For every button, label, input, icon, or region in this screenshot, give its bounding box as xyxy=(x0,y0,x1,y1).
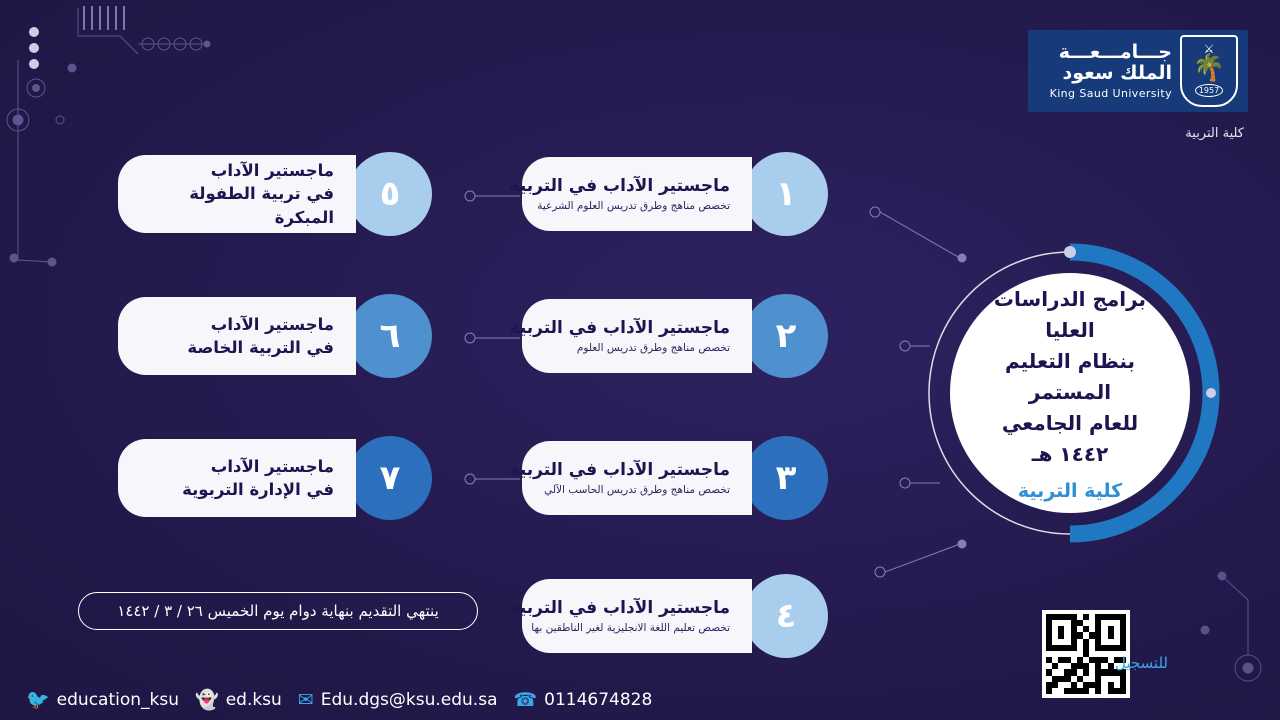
contact-snapchat-text: ed.ksu xyxy=(225,690,282,710)
email-icon: ✉ xyxy=(297,688,314,711)
twitter-icon: 🐦 xyxy=(26,688,50,711)
program-title-6-line1: ماجستير الآداب xyxy=(210,314,334,334)
program-title-5-line2: في تربية الطفولة المبكرة xyxy=(189,184,334,227)
program-number-1: ١ xyxy=(744,152,828,236)
hub-title-line3: للعام الجامعي ١٤٤٢ هـ xyxy=(1001,411,1139,466)
program-title-3: ماجستير الآداب في التربية xyxy=(509,459,730,480)
hub-title-line2: بنظام التعليم المستمر xyxy=(1004,349,1136,404)
deadline-text: ينتهي التقديم بنهاية دوام يوم الخميس ٢٦ / ٣ / ١٤٤٢ xyxy=(117,602,439,620)
program-number-4: ٤ xyxy=(744,574,828,658)
snapchat-icon: 👻 xyxy=(195,688,219,711)
program-label-5 xyxy=(118,155,356,233)
program-title-5-line1: ماجستير الآداب xyxy=(210,161,334,181)
hub-title-line1: برامج الدراسات العليا xyxy=(993,287,1147,342)
program-title-6-line2: في التربية الخاصة xyxy=(187,338,334,357)
program-item-1[interactable] xyxy=(509,152,828,236)
logo-text xyxy=(1036,42,1172,100)
program-item-2[interactable] xyxy=(509,294,828,378)
contact-snapchat[interactable] xyxy=(195,690,282,710)
center-hub xyxy=(920,243,1220,543)
program-title-7-line1: ماجستير الآداب xyxy=(210,456,334,476)
phone-icon: ☎ xyxy=(513,688,538,711)
palm-tree-icon: 🌴 xyxy=(1192,53,1226,83)
program-subtitle-2: تخصص مناهج وطرق تدريس العلوم xyxy=(576,342,730,355)
ksu-emblem xyxy=(1180,35,1238,107)
contact-email[interactable] xyxy=(298,690,498,710)
contact-phone[interactable] xyxy=(513,690,652,710)
contact-twitter[interactable] xyxy=(26,690,179,710)
program-subtitle-4: تخصص تعليم اللغة الانجليزية لغير الناطقين بها xyxy=(531,622,730,635)
hub-content xyxy=(950,273,1190,513)
contact-twitter-text: education_ksu xyxy=(56,690,180,710)
program-number-7: ٧ xyxy=(348,436,432,520)
logo-arabic-line1: جـــامـــعـــة xyxy=(1058,41,1172,64)
crossed-swords-icon: ⚔ xyxy=(1203,42,1215,56)
program-subtitle-3: تخصص مناهج وطرق تدريس الحاسب الآلي xyxy=(544,484,730,497)
program-label-6 xyxy=(118,297,356,375)
program-title-7-line2: في الإدارة التربوية xyxy=(182,480,334,499)
program-item-4[interactable] xyxy=(509,574,828,658)
contact-phone-text: 0114674828 xyxy=(544,690,653,710)
program-item-7[interactable] xyxy=(118,436,432,520)
program-item-5[interactable] xyxy=(118,152,432,236)
program-title-2: ماجستير الآداب في التربية xyxy=(509,317,730,338)
university-logo xyxy=(1028,30,1248,112)
logo-english: King Saud University xyxy=(1049,86,1172,100)
program-label-7 xyxy=(118,439,356,517)
registration-label: للتسجيل xyxy=(1114,654,1168,672)
program-number-6: ٦ xyxy=(348,294,432,378)
program-label-1 xyxy=(509,157,752,231)
contact-email-text: Edu.dgs@ksu.edu.sa xyxy=(320,690,498,710)
program-title-1: ماجستير الآداب في التربية xyxy=(509,175,730,196)
program-item-3[interactable] xyxy=(509,436,828,520)
emblem-year: 1957 xyxy=(1195,84,1223,97)
program-number-2: ٢ xyxy=(744,294,828,378)
college-label: كلية التربية xyxy=(1185,126,1244,141)
program-label-3 xyxy=(509,441,752,515)
program-number-5: ٥ xyxy=(348,152,432,236)
program-number-3: ٣ xyxy=(744,436,828,520)
deadline-banner xyxy=(78,592,478,630)
footer-contacts xyxy=(26,690,652,710)
program-item-6[interactable] xyxy=(118,294,432,378)
logo-arabic-line2: الملك سعود xyxy=(1062,62,1172,85)
program-title-4: ماجستير الآداب في التربية xyxy=(509,597,730,618)
program-label-4 xyxy=(509,579,752,653)
hub-subtitle: كلية التربية xyxy=(1017,480,1123,502)
program-label-2 xyxy=(509,299,752,373)
program-subtitle-1: تخصص مناهج وطرق تدريس العلوم الشرعية xyxy=(537,200,730,213)
